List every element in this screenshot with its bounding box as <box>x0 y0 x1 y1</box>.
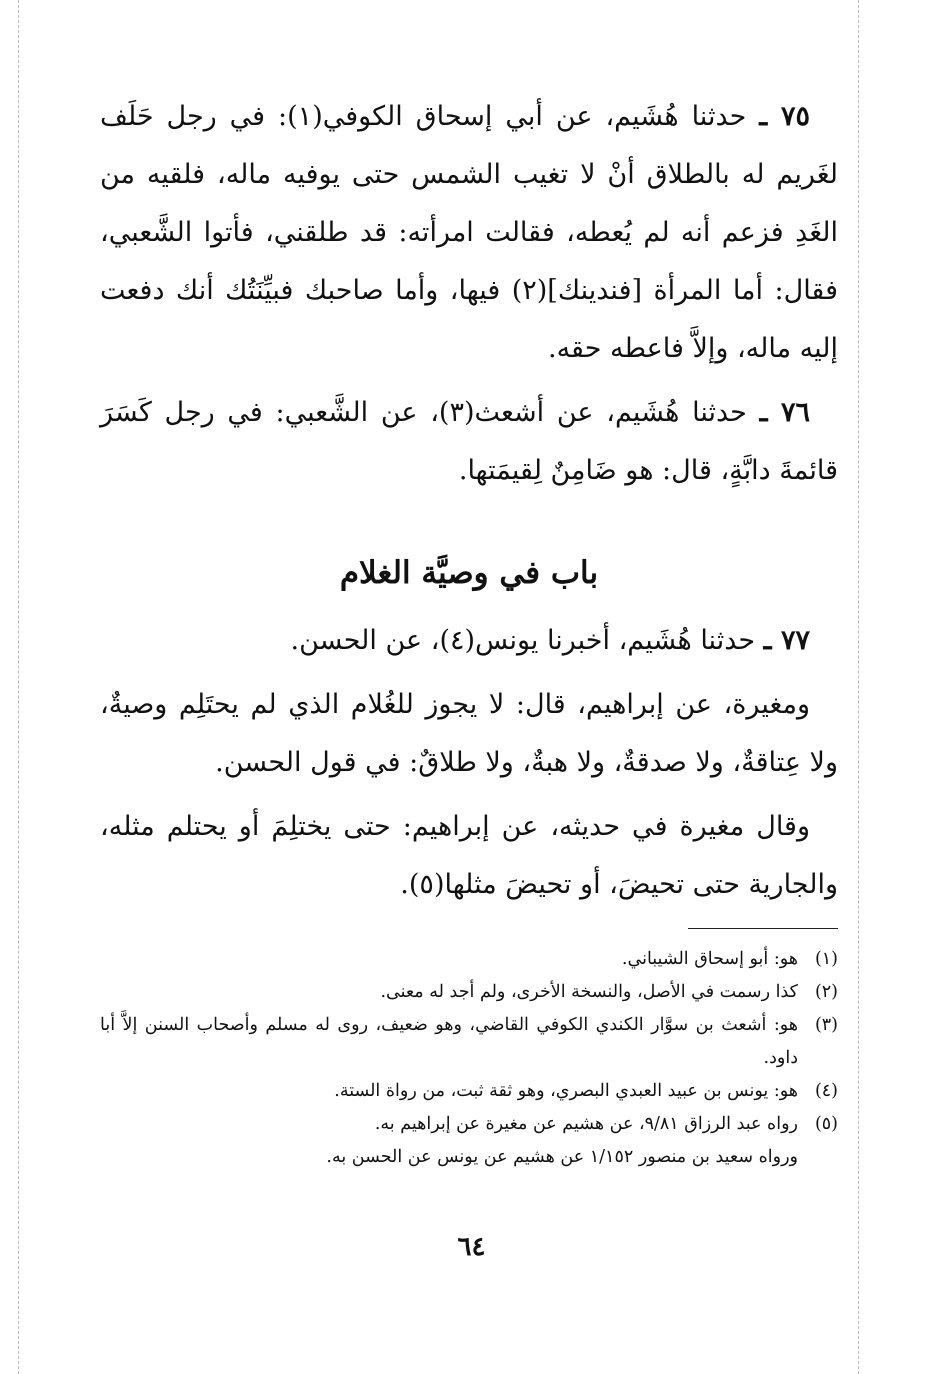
paragraph-text: حدثنا هُشَيم، أخبرنا يونس(٤)، عن الحسن. <box>290 625 756 656</box>
paragraph-number: ٧٧ ـ <box>763 625 810 656</box>
paragraph-76 <box>100 384 838 500</box>
paragraph-text: حدثنا هُشَيم، عن أشعث(٣)، عن الشَّعبي: في رجل كَسَرَ قائمةَ دابَّةٍ، قال: هو ضَامِنٌ لِقيمَتها. <box>100 397 838 486</box>
right-scan-edge <box>858 0 859 1374</box>
footnote-mark: (١) <box>814 949 838 969</box>
footnote-mark: (٤) <box>814 1081 838 1101</box>
footnote-text: هو: يونس بن عبيد العبدي البصري، وهو ثقة ثبت، من رواة الستة. <box>334 1081 798 1101</box>
footnote-5-continuation: ورواه سعيد بن منصور ١/١٥٢ عن هشيم عن يونس عن الحسن به. <box>326 1147 798 1167</box>
footnote-mark: (٣) <box>814 1015 838 1035</box>
paragraph-text: حدثنا هُشَيم، عن أبي إسحاق الكوفي(١): في رجل حَلَف لغَريم له بالطلاق أنْ لا تغيب الشمس حتى يوفيه ماله، فلقيه من الغَدِ فزعم أنه لم يُعطه، فقالت امرأته: قد طلقني، فأتوا الشَّعبي، فقال: أما المرأة [فندينك](٢) فيها، وأما صاحبك فبيِّنَتُك أنك دفعت إليه ماله، وإلاَّ فاعطه حقه. <box>100 101 838 364</box>
paragraph-text: وقال مغيرة في حديثه، عن إبراهيم: حتى يختلِمَ أو يحتلم مثله، والجارية حتى تحيضَ، أو تحيضَ مثلها(٥). <box>100 811 838 900</box>
page-body <box>100 88 838 1174</box>
footnote-2 <box>100 976 838 1009</box>
footnote-5 <box>100 1108 838 1141</box>
paragraph-77-mughira <box>100 676 838 792</box>
paragraph-text: ومغيرة، عن إبراهيم، قال: لا يجوز للغُلام الذي لم يحتَلِم وصيةٌ، ولا عِتاقةٌ، ولا صدقةٌ، ولا هبةٌ، ولا طلاقٌ: في قول الحسن. <box>100 689 838 778</box>
paragraph-number: ٧٦ ـ <box>759 397 811 428</box>
footnote-3 <box>100 1009 838 1075</box>
footnote-mark: (٥) <box>814 1114 838 1134</box>
footnote-1 <box>100 943 838 976</box>
footnotes <box>100 943 838 1174</box>
page-number: ٦٤ <box>457 1232 486 1262</box>
paragraph-75 <box>100 88 838 378</box>
paragraph-77 <box>100 612 838 670</box>
footnote-separator <box>688 928 838 929</box>
left-scan-edge <box>18 0 19 1374</box>
footnote-mark: (٢) <box>814 982 838 1002</box>
paragraph-number: ٧٥ ـ <box>759 101 810 132</box>
footnote-text: كذا رسمت في الأصل، والنسخة الأخرى، ولم أجد له معنى. <box>380 982 798 1002</box>
chapter-heading: باب في وصيَّة الغلام <box>339 555 599 591</box>
footnote-text: هو: أشعث بن سوَّار الكندي الكوفي القاضي، وهو ضعيف، روى له مسلم وأصحاب السنن إلاَّ أبا داود. <box>100 1015 798 1068</box>
footnote-text: هو: أبو إسحاق الشيباني. <box>621 949 798 969</box>
paragraph-77-qala-mughira <box>100 798 838 914</box>
footnote-text: رواه عبد الرزاق ٩/٨١، عن هشيم عن مغيرة عن إبراهيم به. <box>374 1114 798 1134</box>
footnote-4 <box>100 1075 838 1108</box>
